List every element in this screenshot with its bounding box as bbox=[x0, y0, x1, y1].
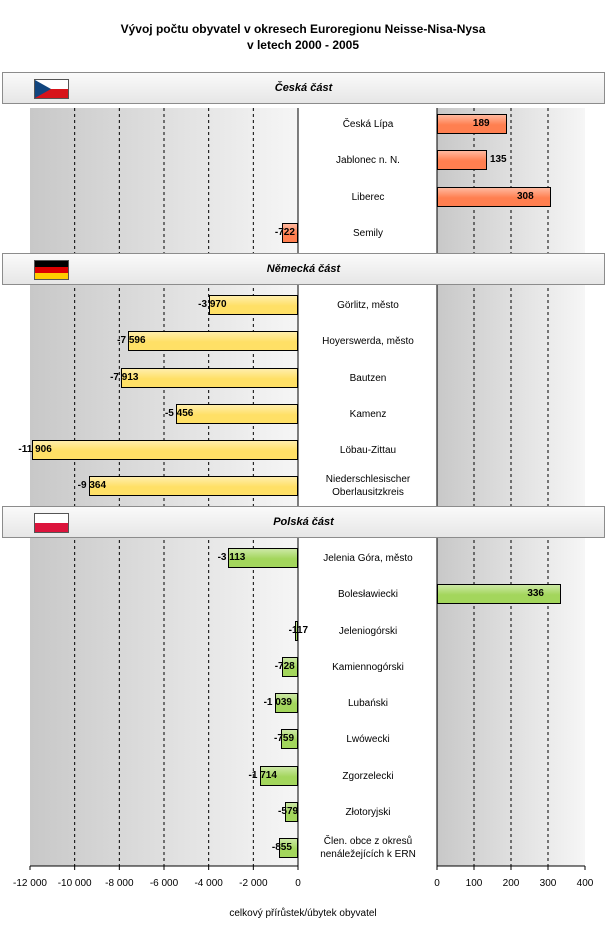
bar bbox=[121, 368, 298, 388]
x-tick-label: 400 bbox=[576, 878, 594, 889]
positive-plot-area bbox=[437, 108, 585, 866]
x-tick-label: -10 000 bbox=[57, 878, 92, 889]
category-label: Löbau-Zittau bbox=[339, 444, 397, 456]
category-label: Hoyerswerda, město bbox=[322, 335, 414, 347]
category-label: Görlitz, město bbox=[337, 299, 399, 311]
section-label-czech: Česká část bbox=[274, 82, 333, 94]
x-tick-label: -8 000 bbox=[105, 878, 134, 889]
category-label: Lubański bbox=[347, 697, 389, 709]
data-label: 135 bbox=[489, 154, 507, 165]
x-tick-label: -12 000 bbox=[13, 878, 47, 889]
x-tick-label: -6 000 bbox=[149, 878, 179, 889]
data-label: -579 bbox=[278, 806, 299, 817]
category-label: Bautzen bbox=[349, 372, 387, 384]
category-label: Semily bbox=[352, 227, 383, 239]
category-label: Niederschlesischer Oberlausitzkreis bbox=[325, 474, 411, 498]
data-label: -7 596 bbox=[117, 335, 146, 346]
data-label: 189 bbox=[472, 118, 490, 129]
section-header-german bbox=[2, 253, 605, 285]
data-label: -7 913 bbox=[110, 372, 139, 383]
data-label: -722 bbox=[274, 227, 295, 238]
x-axis-label: celkový přírůstek/úbytek obyvatel bbox=[229, 908, 377, 919]
bar bbox=[176, 404, 298, 424]
data-label: -1 714 bbox=[248, 770, 277, 781]
category-label: Złotoryjski bbox=[345, 806, 391, 818]
data-label: -759 bbox=[274, 733, 295, 744]
category-label: Kamiennogórski bbox=[332, 661, 404, 673]
section-label-german: Německá část bbox=[266, 263, 341, 275]
section-header-czech bbox=[2, 72, 605, 104]
category-label: Zgorzelecki bbox=[342, 770, 394, 782]
chart-title: Vývoj počtu obyvatel v okresech Euroregionu Neisse-Nisa-Nysa bbox=[120, 22, 486, 36]
data-label: 336 bbox=[527, 588, 544, 599]
category-label: Jelenia Góra, město bbox=[323, 552, 413, 564]
data-label: -855 bbox=[271, 842, 292, 853]
category-label: Člen. obce z okresů nenáležejících k ERN bbox=[320, 836, 416, 860]
bar bbox=[32, 440, 298, 460]
x-tick-label: 100 bbox=[465, 878, 483, 889]
chart-subtitle: v letech 2000 - 2005 bbox=[246, 38, 360, 52]
data-label: -3 113 bbox=[217, 552, 246, 563]
x-tick-label: -2 000 bbox=[239, 878, 268, 889]
data-label: -11 906 bbox=[18, 444, 52, 455]
data-label: -728 bbox=[274, 661, 295, 672]
section-header-polish bbox=[2, 506, 605, 538]
data-label: -1 039 bbox=[263, 697, 292, 708]
category-label: Liberec bbox=[351, 191, 385, 203]
section-label-polish: Polská část bbox=[273, 516, 334, 528]
category-label: Kamenz bbox=[349, 408, 387, 420]
x-tick-label: 0 bbox=[295, 878, 301, 889]
category-label: Lwówecki bbox=[346, 733, 390, 745]
bar bbox=[437, 150, 487, 170]
category-label: Jeleniogórski bbox=[338, 625, 398, 637]
x-tick-label: 200 bbox=[502, 878, 520, 889]
bar bbox=[89, 476, 298, 496]
category-label: Bolesławiecki bbox=[337, 588, 399, 600]
data-label: -5 456 bbox=[164, 408, 194, 419]
data-label: 308 bbox=[516, 191, 534, 202]
x-tick-label: 300 bbox=[539, 878, 557, 889]
x-tick-label: 0 bbox=[434, 878, 440, 889]
data-label: -117 bbox=[288, 625, 309, 636]
category-label: Česká Lípa bbox=[342, 118, 394, 130]
category-label: Jablonec n. N. bbox=[336, 154, 400, 166]
x-tick-label: -4 000 bbox=[194, 878, 223, 889]
data-label: -9 364 bbox=[77, 480, 107, 491]
data-label: -3 970 bbox=[198, 299, 227, 310]
bar bbox=[128, 331, 298, 351]
